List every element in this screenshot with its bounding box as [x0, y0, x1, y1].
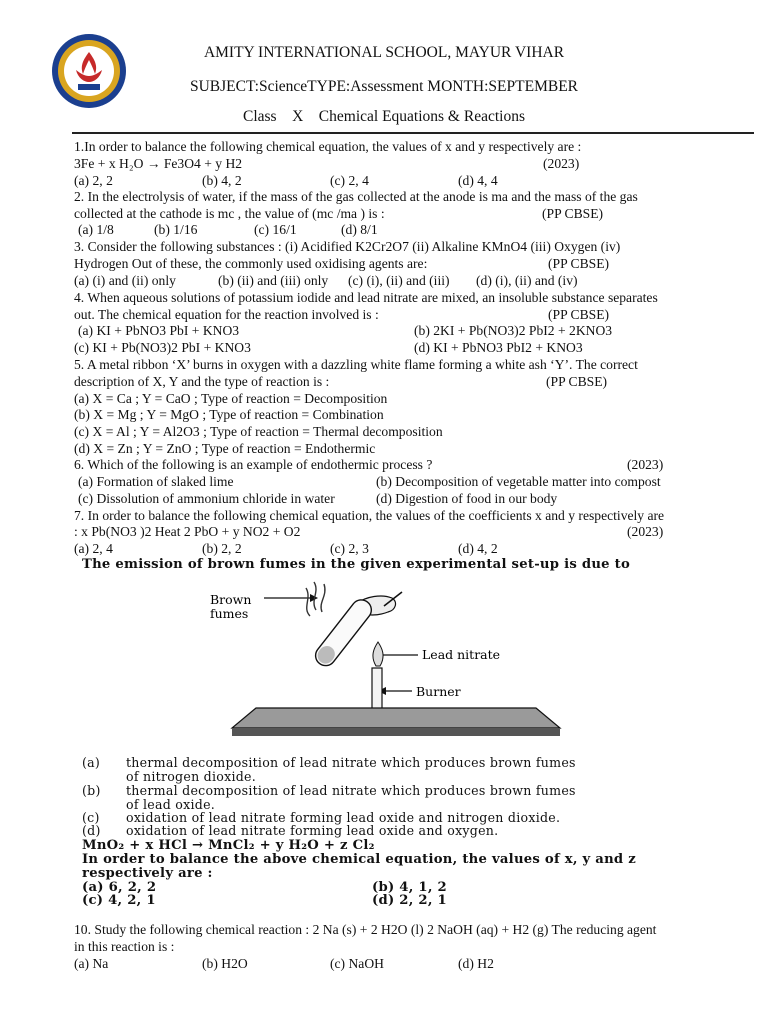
q9-stem-2: respectively are : [82, 866, 213, 881]
q7-option-a: (a) 2, 4 [74, 541, 113, 556]
lead-nitrate-label: Lead nitrate [422, 647, 501, 662]
q8-option-c-letter: (c) [82, 810, 100, 825]
class-label: Class [243, 108, 277, 125]
q2-option-d: (d) 8/1 [341, 222, 378, 237]
q3-stem-1: 3. Consider the following substances : (i) Acidified K2Cr2O7 (ii) Alkaline KMnO4 (iii) Oxygen (iv) [74, 239, 621, 254]
q2-tag: (PP CBSE) [542, 206, 604, 221]
flame [373, 642, 383, 666]
q5-stem-1: 5. A metal ribbon ‘X’ burns in oxygen with a dazzling white flame forming a white ash ‘Y’. The correct [74, 357, 638, 372]
q10-stem-1: 10. Study the following chemical reaction : 2 Na (s) + 2 H2O (l) 2 NaOH (aq) + H2 (g) The reducing agent [74, 922, 657, 937]
school-name: AMITY INTERNATIONAL SCHOOL, MAYUR VIHAR [203, 44, 565, 61]
q4-stem-2: out. The chemical equation for the reaction involved is : [74, 307, 379, 322]
q8-option-a-cont: of nitrogen dioxide. [126, 769, 256, 784]
q4-tag: (PP CBSE) [548, 307, 610, 322]
table-edge [232, 728, 560, 736]
q10-option-c: (c) NaOH [330, 956, 384, 971]
q1-tag: (2023) [543, 156, 580, 171]
q8-option-c-text: oxidation of lead nitrate forming lead oxide and nitrogen dioxide. [126, 810, 561, 825]
q1-option-d: (d) 4, 4 [458, 173, 498, 188]
q7-option-d: (d) 4, 2 [458, 541, 498, 556]
q7-stem-1: 7. In order to balance the following chemical equation, the values of the coefficients x and y respectively are [74, 508, 665, 523]
header-divider [72, 132, 754, 134]
q4-option-d: (d) KI + PbNO3 PbI2 + KNO3 [414, 340, 583, 355]
q4-option-b: (b) 2KI + Pb(NO3)2 PbI2 + 2KNO3 [414, 323, 613, 338]
burner-label: Burner [416, 684, 461, 699]
q1-option-b: (b) 4, 2 [202, 173, 242, 188]
q2-option-a: (a) 1/8 [78, 222, 114, 237]
q10-option-a: (a) Na [74, 956, 109, 971]
q1-option-c: (c) 2, 4 [330, 173, 369, 188]
q3-option-c: (c) (i), (ii) and (iii) [348, 273, 450, 288]
q9-option-a: (a) 6, 2, 2 [82, 880, 157, 895]
q5-option-a: (a) X = Ca ; Y = CaO ; Type of reaction = Decomposition [74, 391, 388, 406]
q7-option-b: (b) 2, 2 [202, 541, 242, 556]
q8-stem: The emission of brown fumes in the given experimental set-up is due to [82, 557, 631, 572]
q8-option-b-text: thermal decomposition of lead nitrate which produces brown fumes [126, 783, 576, 798]
q6-stem: 6. Which of the following is an example of endothermic process ? [74, 457, 433, 472]
table-top [232, 708, 560, 728]
q8-option-a-letter: (a) [82, 755, 101, 770]
q6-option-c: (c) Dissolution of ammonium chloride in water [78, 491, 335, 506]
q9-option-c: (c) 4, 2, 1 [82, 893, 156, 908]
topic: Chemical Equations & Reactions [318, 108, 525, 125]
q10-option-d: (d) H2 [458, 956, 494, 971]
q8-option-b-cont: of lead oxide. [126, 797, 216, 812]
experiment-figure [206, 576, 666, 756]
q3-stem-2: Hydrogen Out of these, the commonly used oxidising agents are: [74, 256, 428, 271]
q3-tag: (PP CBSE) [548, 256, 610, 271]
subject-line: SUBJECT:ScienceTYPE:Assessment MONTH:SEPTEMBER [189, 78, 579, 95]
q7-stem-2: : x Pb(NO3 )2 Heat 2 PbO + y NO2 + O2 [74, 524, 301, 539]
q4-option-a: (a) KI + PbNO3 PbI + KNO3 [78, 323, 240, 338]
fumes-label: fumes [210, 606, 249, 621]
q1-stem: 1.In order to balance the following chemical equation, the values of x and y respectively are : [74, 139, 582, 154]
q6-option-a: (a) Formation of slaked lime [78, 474, 234, 489]
q9-equation: MnO₂ + x HCl → MnCl₂ + y H₂O + z Cl₂ [82, 838, 375, 853]
class-value: X [292, 108, 304, 125]
q1-equation: 3Fe + x H₂O → Fe3O4 + y H2 [74, 156, 243, 171]
q8-option-a-text: thermal decomposition of lead nitrate which produces brown fumes [126, 755, 576, 770]
q5-stem-2: description of X, Y and the type of reaction is : [74, 374, 330, 389]
q10-option-b: (b) H2O [202, 956, 248, 971]
brown-label: Brown [210, 592, 252, 607]
q6-option-d: (d) Digestion of food in our body [376, 491, 558, 506]
q9-option-d: (d) 2, 2, 1 [372, 893, 447, 908]
q3-option-b: (b) (ii) and (iii) only [218, 273, 329, 288]
q4-stem-1: 4. When aqueous solutions of potassium iodide and lead nitrate are mixed, an insoluble substance separates [74, 290, 658, 305]
q7-option-c: (c) 2, 3 [330, 541, 369, 556]
q2-option-c: (c) 16/1 [254, 222, 297, 237]
q1-option-a: (a) 2, 2 [74, 173, 113, 188]
q8-option-b-letter: (b) [82, 783, 101, 798]
q6-option-b: (b) Decomposition of vegetable matter into compost [376, 474, 661, 489]
q8-option-d-text: oxidation of lead nitrate forming lead oxide and oxygen. [126, 823, 499, 838]
q9-option-b: (b) 4, 1, 2 [372, 880, 447, 895]
q10-stem-2: in this reaction is : [74, 939, 175, 954]
q5-option-d: (d) X = Zn ; Y = ZnO ; Type of reaction = Endothermic [74, 441, 376, 456]
class-topic-line [0, 108, 768, 126]
q9-stem-1: In order to balance the above chemical equation, the values of x, y and z [82, 852, 636, 867]
q7-tag: (2023) [627, 524, 664, 539]
q2-stem-1: 2. In the electrolysis of water, if the mass of the gas collected at the anode is ma and the mass of the gas [74, 189, 638, 204]
q2-stem-2: collected at the cathode is mc , the value of (mc /ma ) is : [74, 206, 385, 221]
q5-tag: (PP CBSE) [546, 374, 608, 389]
q8-option-d-letter: (d) [82, 823, 101, 838]
q6-tag: (2023) [627, 457, 664, 472]
q3-option-d: (d) (i), (ii) and (iv) [476, 273, 578, 288]
q5-option-b: (b) X = Mg ; Y = MgO ; Type of reaction = Combination [74, 407, 384, 422]
q3-option-a: (a) (i) and (ii) only [74, 273, 176, 288]
q4-option-c: (c) KI + Pb(NO3)2 PbI + KNO3 [74, 340, 251, 355]
q2-option-b: (b) 1/16 [154, 222, 198, 237]
q5-option-c: (c) X = Al ; Y = Al2O3 ; Type of reaction = Thermal decomposition [74, 424, 443, 439]
